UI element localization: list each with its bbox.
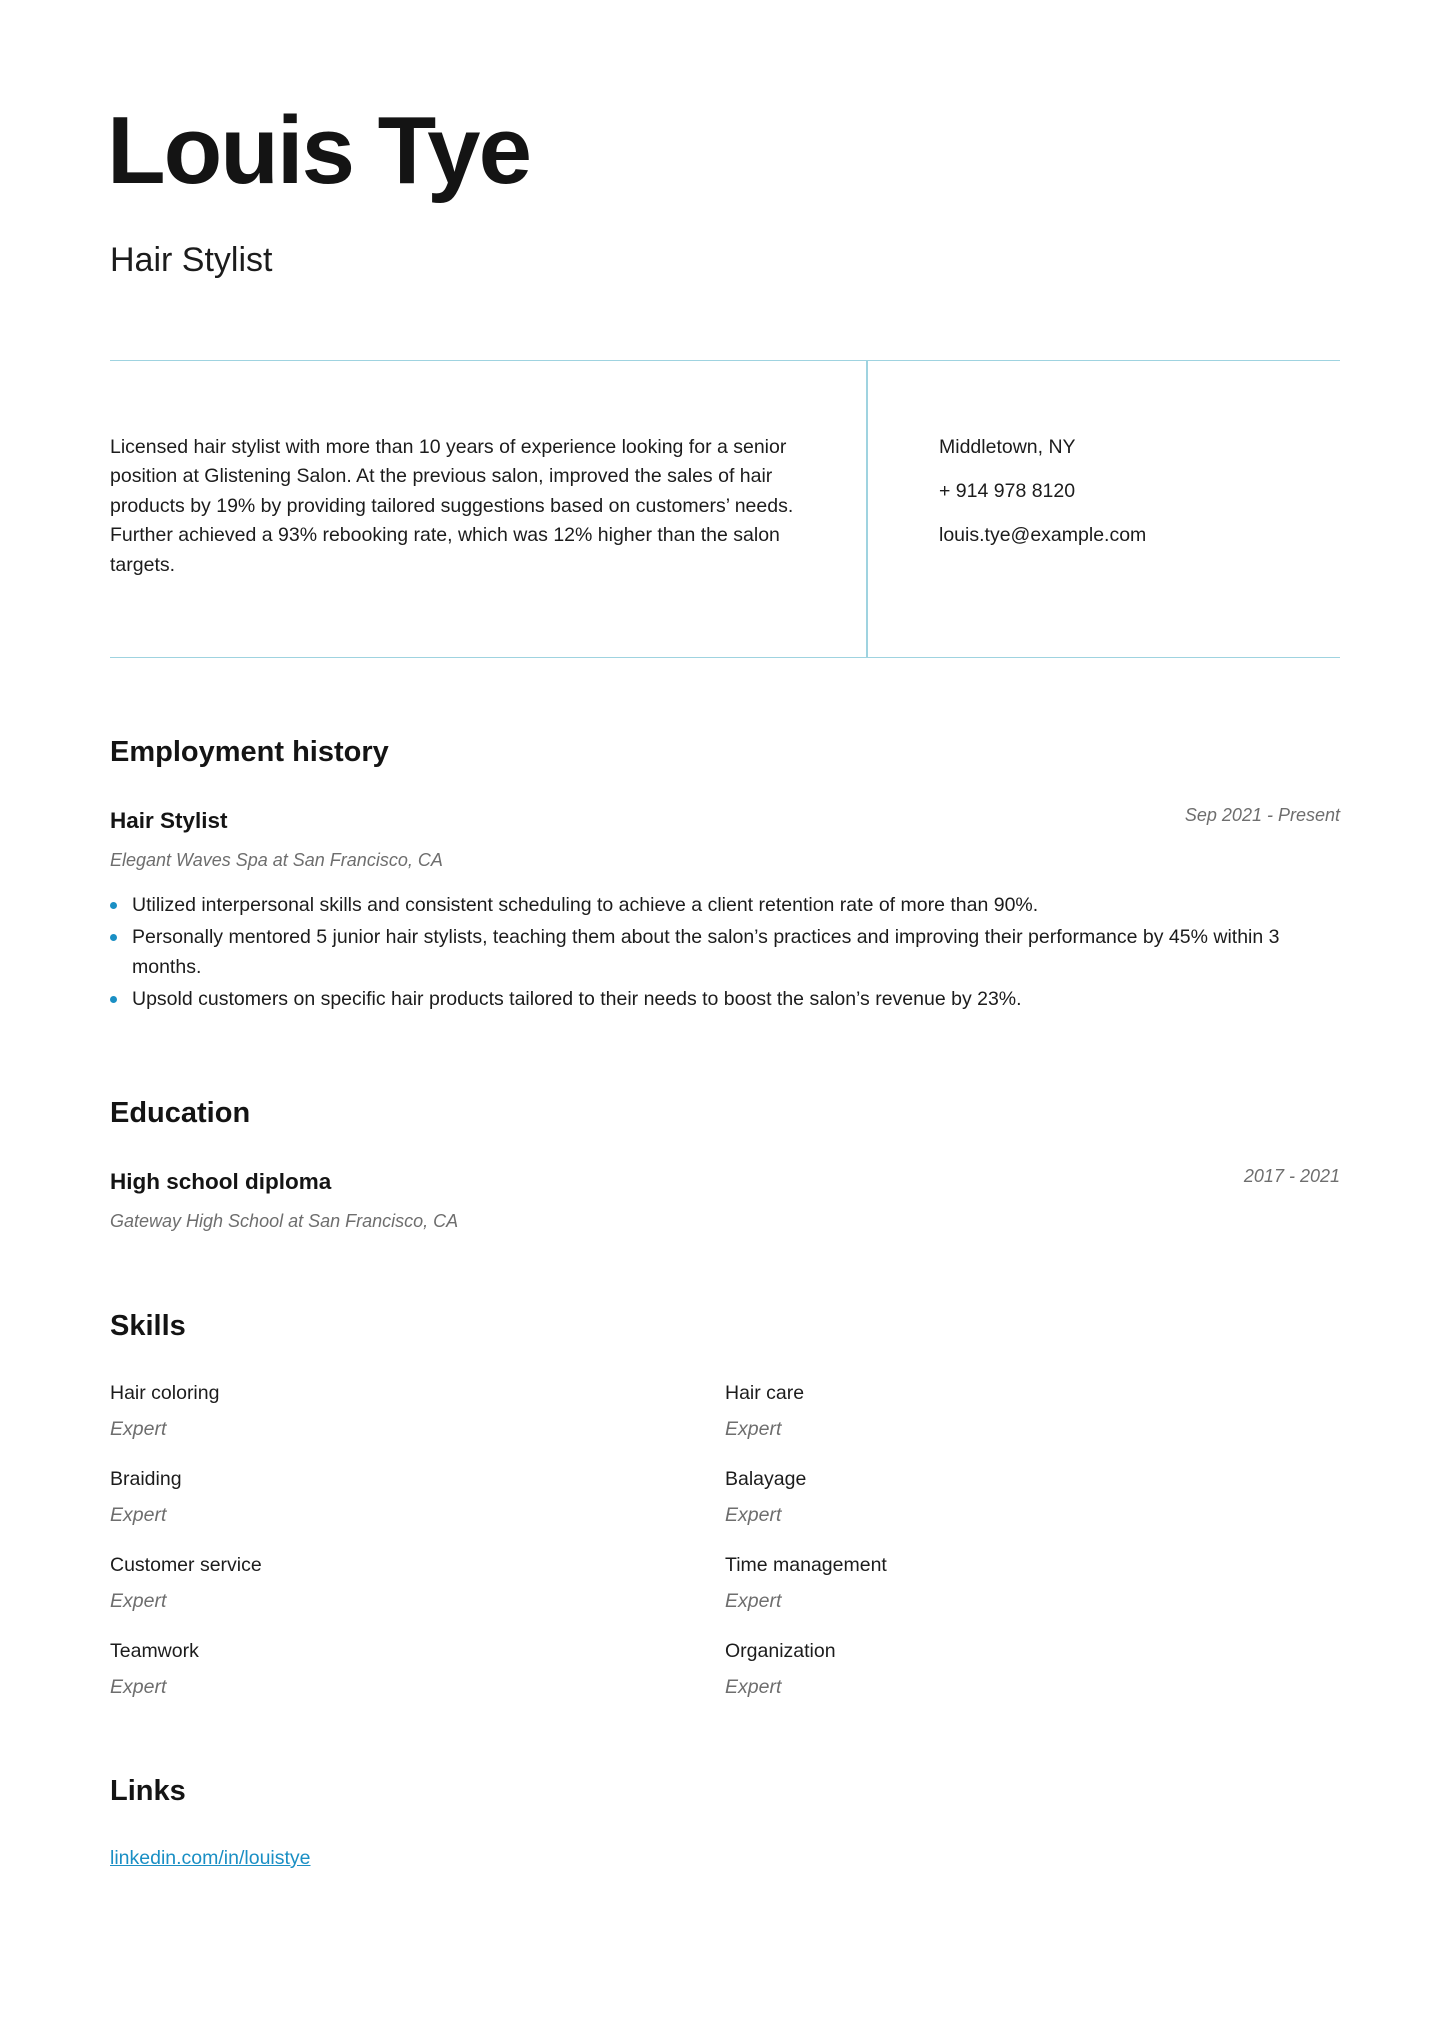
skill-level: Expert — [110, 1504, 167, 1526]
vertical-divider — [866, 361, 868, 657]
skill-item — [725, 1465, 1225, 1530]
candidate-name: Louis Tye — [107, 97, 530, 204]
candidate-role: Hair Stylist — [110, 241, 273, 279]
links-section-title: Links — [110, 1775, 186, 1807]
contact-phone[interactable]: + 914 978 8120 — [939, 480, 1076, 502]
skill-level: Expert — [110, 1418, 167, 1440]
skill-level: Expert — [725, 1590, 782, 1612]
job-position: Hair Stylist — [110, 808, 228, 833]
profile-summary: Licensed hair stylist with more than 10 years of experience looking for a senior position at Glistening Salon. At the previous salon, improved the sales of hair products by 19% by providing tailored suggestions based on customers’ needs. Further achieved a 93% rebooking rate, which was 12% higher than the salon targets. — [110, 436, 794, 576]
education-school: Gateway High School at San Francisco, CA — [110, 1211, 459, 1231]
skill-item — [110, 1551, 610, 1616]
job-dates: Sep 2021 - Present — [1184, 805, 1340, 825]
skill-level: Expert — [725, 1676, 782, 1698]
skill-item — [110, 1379, 610, 1444]
skill-name: Hair care — [725, 1382, 805, 1404]
contact-email[interactable]: louis.tye@example.com — [939, 524, 1147, 546]
skills-section-title: Skills — [110, 1310, 186, 1342]
skill-level: Expert — [110, 1676, 167, 1698]
skill-name: Organization — [725, 1640, 836, 1662]
education-section-title: Education — [110, 1097, 251, 1129]
skill-item — [725, 1551, 1225, 1616]
education-dates: 2017 - 2021 — [1243, 1166, 1340, 1186]
education-degree: High school diploma — [110, 1169, 332, 1194]
skill-name: Hair coloring — [110, 1382, 220, 1404]
skill-name: Balayage — [725, 1468, 807, 1490]
skill-name: Customer service — [110, 1554, 262, 1576]
employment-section-title: Employment history — [110, 736, 389, 768]
intro-panel — [110, 360, 1340, 658]
skill-level: Expert — [110, 1590, 167, 1612]
skill-name: Time management — [725, 1554, 887, 1576]
job-bullet: Upsold customers on specific hair products tailored to their needs to boost the salon’s revenue by 23%. — [110, 985, 1340, 1014]
skill-item — [110, 1637, 610, 1702]
skill-level: Expert — [725, 1504, 782, 1526]
skill-item — [725, 1379, 1225, 1444]
skill-name: Teamwork — [110, 1640, 199, 1662]
contact-location: Middletown, NY — [939, 436, 1076, 458]
skill-name: Braiding — [110, 1468, 182, 1490]
contact-details — [939, 433, 1146, 565]
job-bullet: Personally mentored 5 junior hair stylists, teaching them about the salon’s practices and improving their performance by 45% within 3 months. — [110, 923, 1340, 982]
skill-item — [110, 1465, 610, 1530]
job-bullet: Utilized interpersonal skills and consistent scheduling to achieve a client retention rate of more than 90%. — [110, 891, 1340, 920]
job-bullet-list — [110, 891, 1340, 1018]
linkedin-link[interactable]: linkedin.com/in/louistye — [110, 1847, 311, 1869]
job-employer: Elegant Waves Spa at San Francisco, CA — [110, 850, 443, 870]
skill-level: Expert — [725, 1418, 782, 1440]
skill-item — [725, 1637, 1225, 1702]
